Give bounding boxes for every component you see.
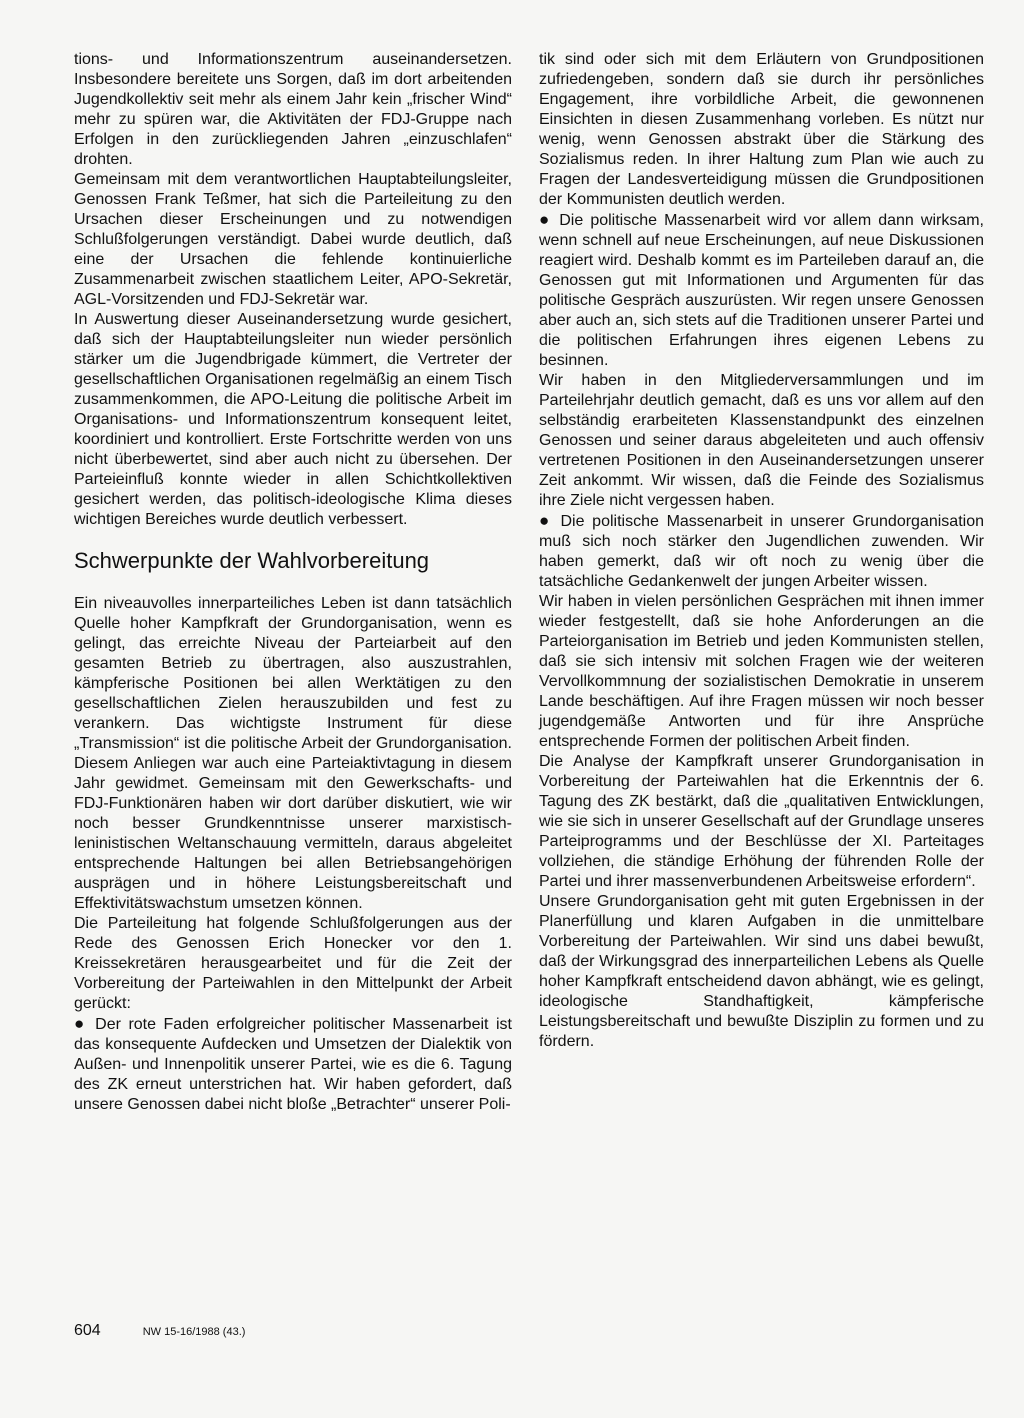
bullet-paragraph: ● Die politische Massenarbeit in unserer Grundorganisation muß sich noch stärker den Jugendlichen zuwenden. Wir haben gemerkt, daß wir oft noch zu wenig über die tatsächliche Gedankenwelt der jungen Arbeiter wissen. <box>539 511 984 592</box>
paragraph: Die Parteileitung hat folgende Schlußfolgerungen aus der Rede des Genossen Erich Honecker vor den 1. Kreissekretären herausgearbeitet und für die Zeit der Vorbereitung der Parteiwahlen in den Mittelpunkt der Arbeit gerückt: <box>74 915 512 1012</box>
right-column <box>539 50 984 1052</box>
paragraph: Wir haben in vielen persönlichen Gesprächen mit ihnen immer wieder festgestellt, daß sie hohe Anforderungen an die Parteiorganisation im Betrieb und jeden Kommunisten stellen, daß sie sich intensiv mit solchen Fragen wie der weiteren Vervollkommnung der sozialistischen Demokratie in unserem Lande beschäftigen. Auf ihre Fragen müssen wir noch besser jugendgemäße Antworten und für ihre Ansprüche entsprechende Formen der politischen Arbeit finden. <box>539 593 984 750</box>
section-heading: Schwerpunkte der Wahlvorbereitung <box>74 548 430 573</box>
bullet-paragraph: ● Der rote Faden erfolgreicher politischer Massenarbeit ist das konsequente Aufdecken und Umsetzen der Dialektik von Außen- und Innenpolitik unserer Partei, wie es die 6. Tagung des ZK erneut unterstrichen hat. Wir haben gefordert, daß unsere Genossen dabei nicht bloße „Betrachter“ unserer Poli- <box>74 1014 512 1115</box>
paragraph: Gemeinsam mit dem verantwortlichen Hauptabteilungsleiter, Genossen Frank Teßmer, hat sich die Parteileitung zu den Ursachen dieser Erscheinungen und zu notwendigen Schlußfolgerungen verständigt. Dabei wurde deutlich, daß eine der Ursachen die fehlende kontinuierliche Zusammenarbeit zwischen staatlichem Leiter, APO-Sekretär, AGL-Vorsitzenden und FDJ-Sekretär war. <box>74 171 512 308</box>
paragraph: tik sind oder sich mit dem Erläutern von Grundpositionen zufriedengeben, sondern daß sie durch ihr persönliches Engagement, ihre vorbildliche Arbeit, die gewonnenen Einsichten in diesen Zusammenhang vorleben. Es nützt nur wenig, wenn Genossen abstrakt über die Stärkung des Sozialismus reden. In ihrer Haltung zum Plan wie auch zu Fragen der Landesverteidigung müssen die Grundpositionen der Kommunisten deutlich werden. <box>539 51 984 208</box>
left-column <box>74 50 512 1115</box>
paragraph: In Auswertung dieser Auseinandersetzung wurde gesichert, daß sich der Hauptabteilungsleiter nun wieder persönlich stärker um die Jugendbrigade kümmert, die Vertreter der gesellschaftlichen Organisationen regelmäßig an einem Tisch zusammenkommen, die APO-Leitung die politische Arbeit im Organisations- und Informationszentrum konsequent leitet, koordiniert und kontrolliert. Erste Fortschritte werden von uns nicht überbewertet, sind aber auch nicht zu übersehen. Der Parteieinfluß konnte wieder in allen Schichtkollektiven gesichert werden, das politisch-ideologische Klima dieses wichtigen Bereiches wurde deutlich verbessert. <box>74 311 512 528</box>
paragraph: tions- und Informationszentrum auseinandersetzen. Insbesondere bereitete uns Sorgen, daß im dort arbeitenden Jugendkollektiv seit mehr als einem Jahr kein „frischer Wind“ mehr zu spüren war, die Aktivitäten der FDJ-Gruppe nach Erfolgen in den zurückliegenden Jahren „einzuschlafen“ drohten. <box>74 51 512 168</box>
paragraph: Unsere Grundorganisation geht mit guten Ergebnissen in der Planerfüllung und klaren Aufgaben in die unmittelbare Vorbereitung der Parteiwahlen. Wir sind uns dabei bewußt, daß der Wirkungsgrad des innerparteilichen Lebens als Quelle hoher Kampfkraft entscheidend davon abhängt, wie es gelingt, ideologische Standhaftigkeit, kämpferische Leistungsbereitschaft und bewußte Disziplin zu formen und zu fördern. <box>539 893 984 1050</box>
page-number: 604 <box>74 1322 101 1339</box>
bullet-paragraph: ● Die politische Massenarbeit wird vor allem dann wirksam, wenn schnell auf neue Erscheinungen, auf neue Diskussionen reagiert wird. Deshalb kommt es im Parteileben darauf an, die Genossen gut mit Informationen und Argumenten für das politische Gespräch auszurüsten. Wir regen unsere Genossen aber auch an, sich stets auf die Traditionen unserer Partei und die politischen Erfahrungen ihres eigenen Lebens zu besinnen. <box>539 210 984 371</box>
source-reference: NW 15-16/1988 (43.) <box>142 1326 246 1338</box>
page-footer <box>74 1322 245 1340</box>
paragraph: Die Analyse der Kampfkraft unserer Grundorganisation in Vorbereitung der Parteiwahlen hat die Erkenntnis der 6. Tagung des ZK bestärkt, daß die „qualitativen Entwicklungen, wie sie sich in unserer Gesellschaft auf der Grundlage unseres Parteiprogramms und der Beschlüsse der XI. Parteitages vollziehen, die ständige Erhöhung der führenden Rolle der Partei und ihrer massenverbundenen Arbeitsweise erfordern“. <box>539 753 984 890</box>
paragraph: Ein niveauvolles innerparteiliches Leben ist dann tatsächlich Quelle hoher Kampfkraft der Grundorganisation, wenn es gelingt, das erreichte Niveau der Parteiarbeit auf den gesamten Betrieb zu übertragen, also auszustrahlen, kämpferische Positionen bei allen Werktätigen zu den gesellschaftlichen Zielen herauszubilden und fest zu verankern. Das wichtigste Instrument für diese „Transmission“ ist die politische Arbeit der Grundorganisation. Diesem Anliegen war auch eine Parteiaktivtagung in diesem Jahr gewidmet. Gemeinsam mit den Gewerkschafts- und FDJ-Funktionären haben wir dort darüber diskutiert, wie wir noch besser Grundkenntnisse unserer marxistisch-leninistischen Weltanschauung vermitteln, daraus abgeleitet entsprechende Haltungen bei allen Betriebsangehörigen ausprägen und in höhere Leistungsbereitschaft und Effektivitätswachstum umsetzen können. <box>74 595 512 912</box>
paragraph: Wir haben in den Mitgliederversammlungen und im Parteilehrjahr deutlich gemacht, daß es uns vor allem auf den selbständig erarbeiteten Klassenstandpunkt des einzelnen Genossen und seiner daraus abgeleiteten und auch offensiv vertretenen Positionen in den Auseinandersetzungen unserer Zeit ankommt. Wir wissen, daß die Feinde des Sozialismus ihre Ziele nicht vergessen haben. <box>539 372 984 509</box>
